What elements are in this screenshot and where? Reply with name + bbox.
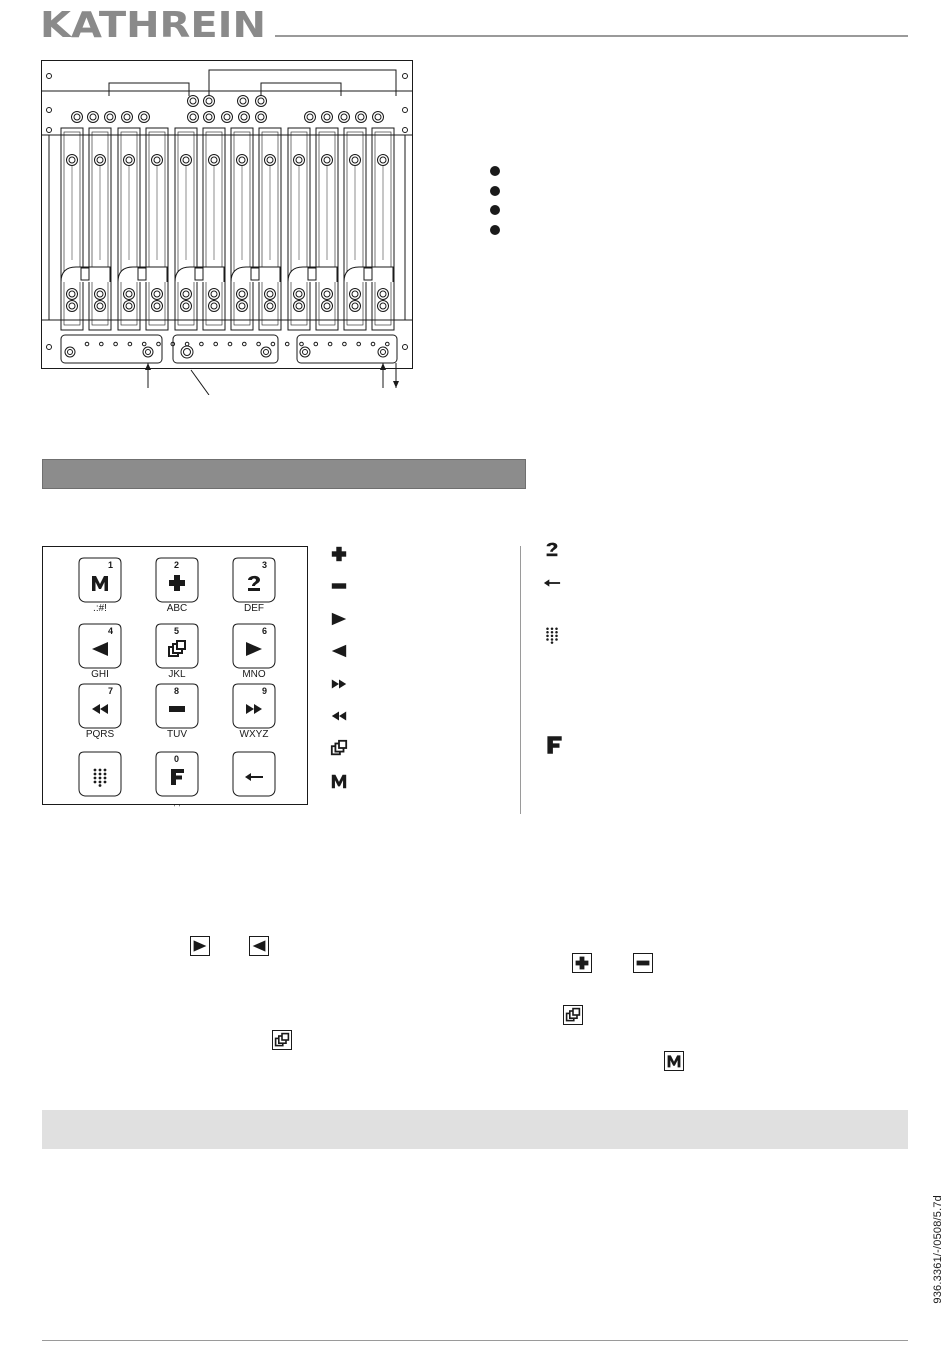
m-icon [666, 1053, 682, 1069]
legend-item [328, 540, 358, 572]
plus-icon [167, 573, 187, 593]
inline-copy-icon [272, 1030, 292, 1050]
key-digit: 7 [108, 686, 114, 696]
legend-item [328, 734, 358, 766]
key-letters: ABC [166, 603, 188, 614]
legend-item [328, 670, 358, 702]
key-digit: 2 [174, 560, 180, 570]
keypad-key[interactable] [232, 751, 276, 797]
inline-arrow-right-icon [190, 936, 210, 956]
kathrein-logo [40, 6, 268, 42]
key-digit: 1 [108, 560, 114, 570]
key-letters: WXYZ [239, 729, 269, 740]
key-digit: 0 [174, 754, 180, 764]
key-legend [328, 540, 358, 799]
arrow-left-icon [90, 639, 110, 659]
header-rule [275, 35, 908, 37]
key-digit: 5 [174, 626, 180, 636]
keypad-key[interactable] [78, 557, 122, 603]
copy-icon [167, 639, 187, 659]
question-icon [244, 573, 264, 593]
copy-icon [274, 1032, 290, 1048]
key-letters: GHI [91, 669, 109, 680]
key-digit: 9 [262, 686, 268, 696]
bullet [490, 166, 500, 176]
key-digit: 8 [174, 686, 180, 696]
inline-copy-icon [563, 1005, 583, 1025]
section-heading-bar [42, 459, 526, 489]
keypad-key[interactable] [232, 623, 276, 669]
keypad-icon [543, 626, 561, 644]
key-digit: 3 [262, 560, 268, 570]
legend-item [328, 767, 358, 799]
arrow-right-icon [244, 639, 264, 659]
keypad-key[interactable] [78, 751, 122, 797]
m-icon [330, 772, 348, 790]
arrow-right-icon [330, 610, 348, 628]
keypad-key[interactable] [232, 557, 276, 603]
f-icon [543, 734, 565, 756]
keypad-key[interactable] [155, 751, 199, 797]
document-id: 936.3361/-/0508/5.7d [932, 1195, 944, 1304]
keypad-diagram [42, 546, 308, 808]
fast-forward-icon [244, 699, 264, 719]
backspace-icon [244, 767, 264, 787]
keypad-key[interactable] [78, 623, 122, 669]
bullet [490, 205, 500, 215]
key-digit: 6 [262, 626, 268, 636]
keypad-icon [90, 767, 110, 787]
inline-plus-icon [572, 953, 592, 973]
rewind-icon [90, 699, 110, 719]
key-letters: TUV [167, 729, 187, 740]
inline-minus-icon [633, 953, 653, 973]
keypad-key[interactable] [78, 683, 122, 729]
legend-item [328, 702, 358, 734]
arrow-right-icon [192, 938, 208, 954]
minus-icon [635, 955, 651, 971]
f-icon [167, 767, 187, 787]
inline-arrow-left-icon [249, 936, 269, 956]
column-divider [520, 546, 521, 814]
arrow-left-icon [330, 642, 348, 660]
copy-icon [330, 739, 348, 757]
section-heading-bar-light [42, 1110, 908, 1149]
keypad-key[interactable] [155, 683, 199, 729]
copy-icon [565, 1007, 581, 1023]
minus-icon [330, 577, 348, 595]
legend-item [328, 605, 358, 637]
rewind-icon [330, 707, 348, 725]
plus-icon [330, 545, 348, 563]
keypad-key[interactable] [232, 683, 276, 729]
inline-m-icon [664, 1051, 684, 1071]
bullet [490, 186, 500, 196]
plus-icon [574, 955, 590, 971]
key-letters: JKL [168, 669, 186, 680]
arrow-left-icon [251, 938, 267, 954]
key-letters: .:#! [93, 603, 107, 614]
key-letters: MNO [242, 669, 266, 680]
legend-item [328, 637, 358, 669]
key-letters: PQRS [85, 729, 115, 740]
bullet [490, 225, 500, 235]
legend-item [328, 572, 358, 604]
key-digit: 4 [108, 626, 114, 636]
key-letters: ‚ ‚ [173, 797, 181, 808]
key-letters: DEF [244, 603, 264, 614]
footer-rule [42, 1340, 908, 1341]
rack-diagram [41, 60, 413, 395]
brand-name: KATHREIN [40, 6, 266, 42]
fast-forward-icon [330, 675, 348, 693]
keypad-key[interactable] [155, 557, 199, 603]
bullet-list [490, 166, 500, 244]
minus-icon [167, 699, 187, 719]
backspace-icon [543, 574, 561, 592]
question-icon [543, 540, 561, 558]
m-icon [90, 573, 110, 593]
keypad-key[interactable] [155, 623, 199, 669]
